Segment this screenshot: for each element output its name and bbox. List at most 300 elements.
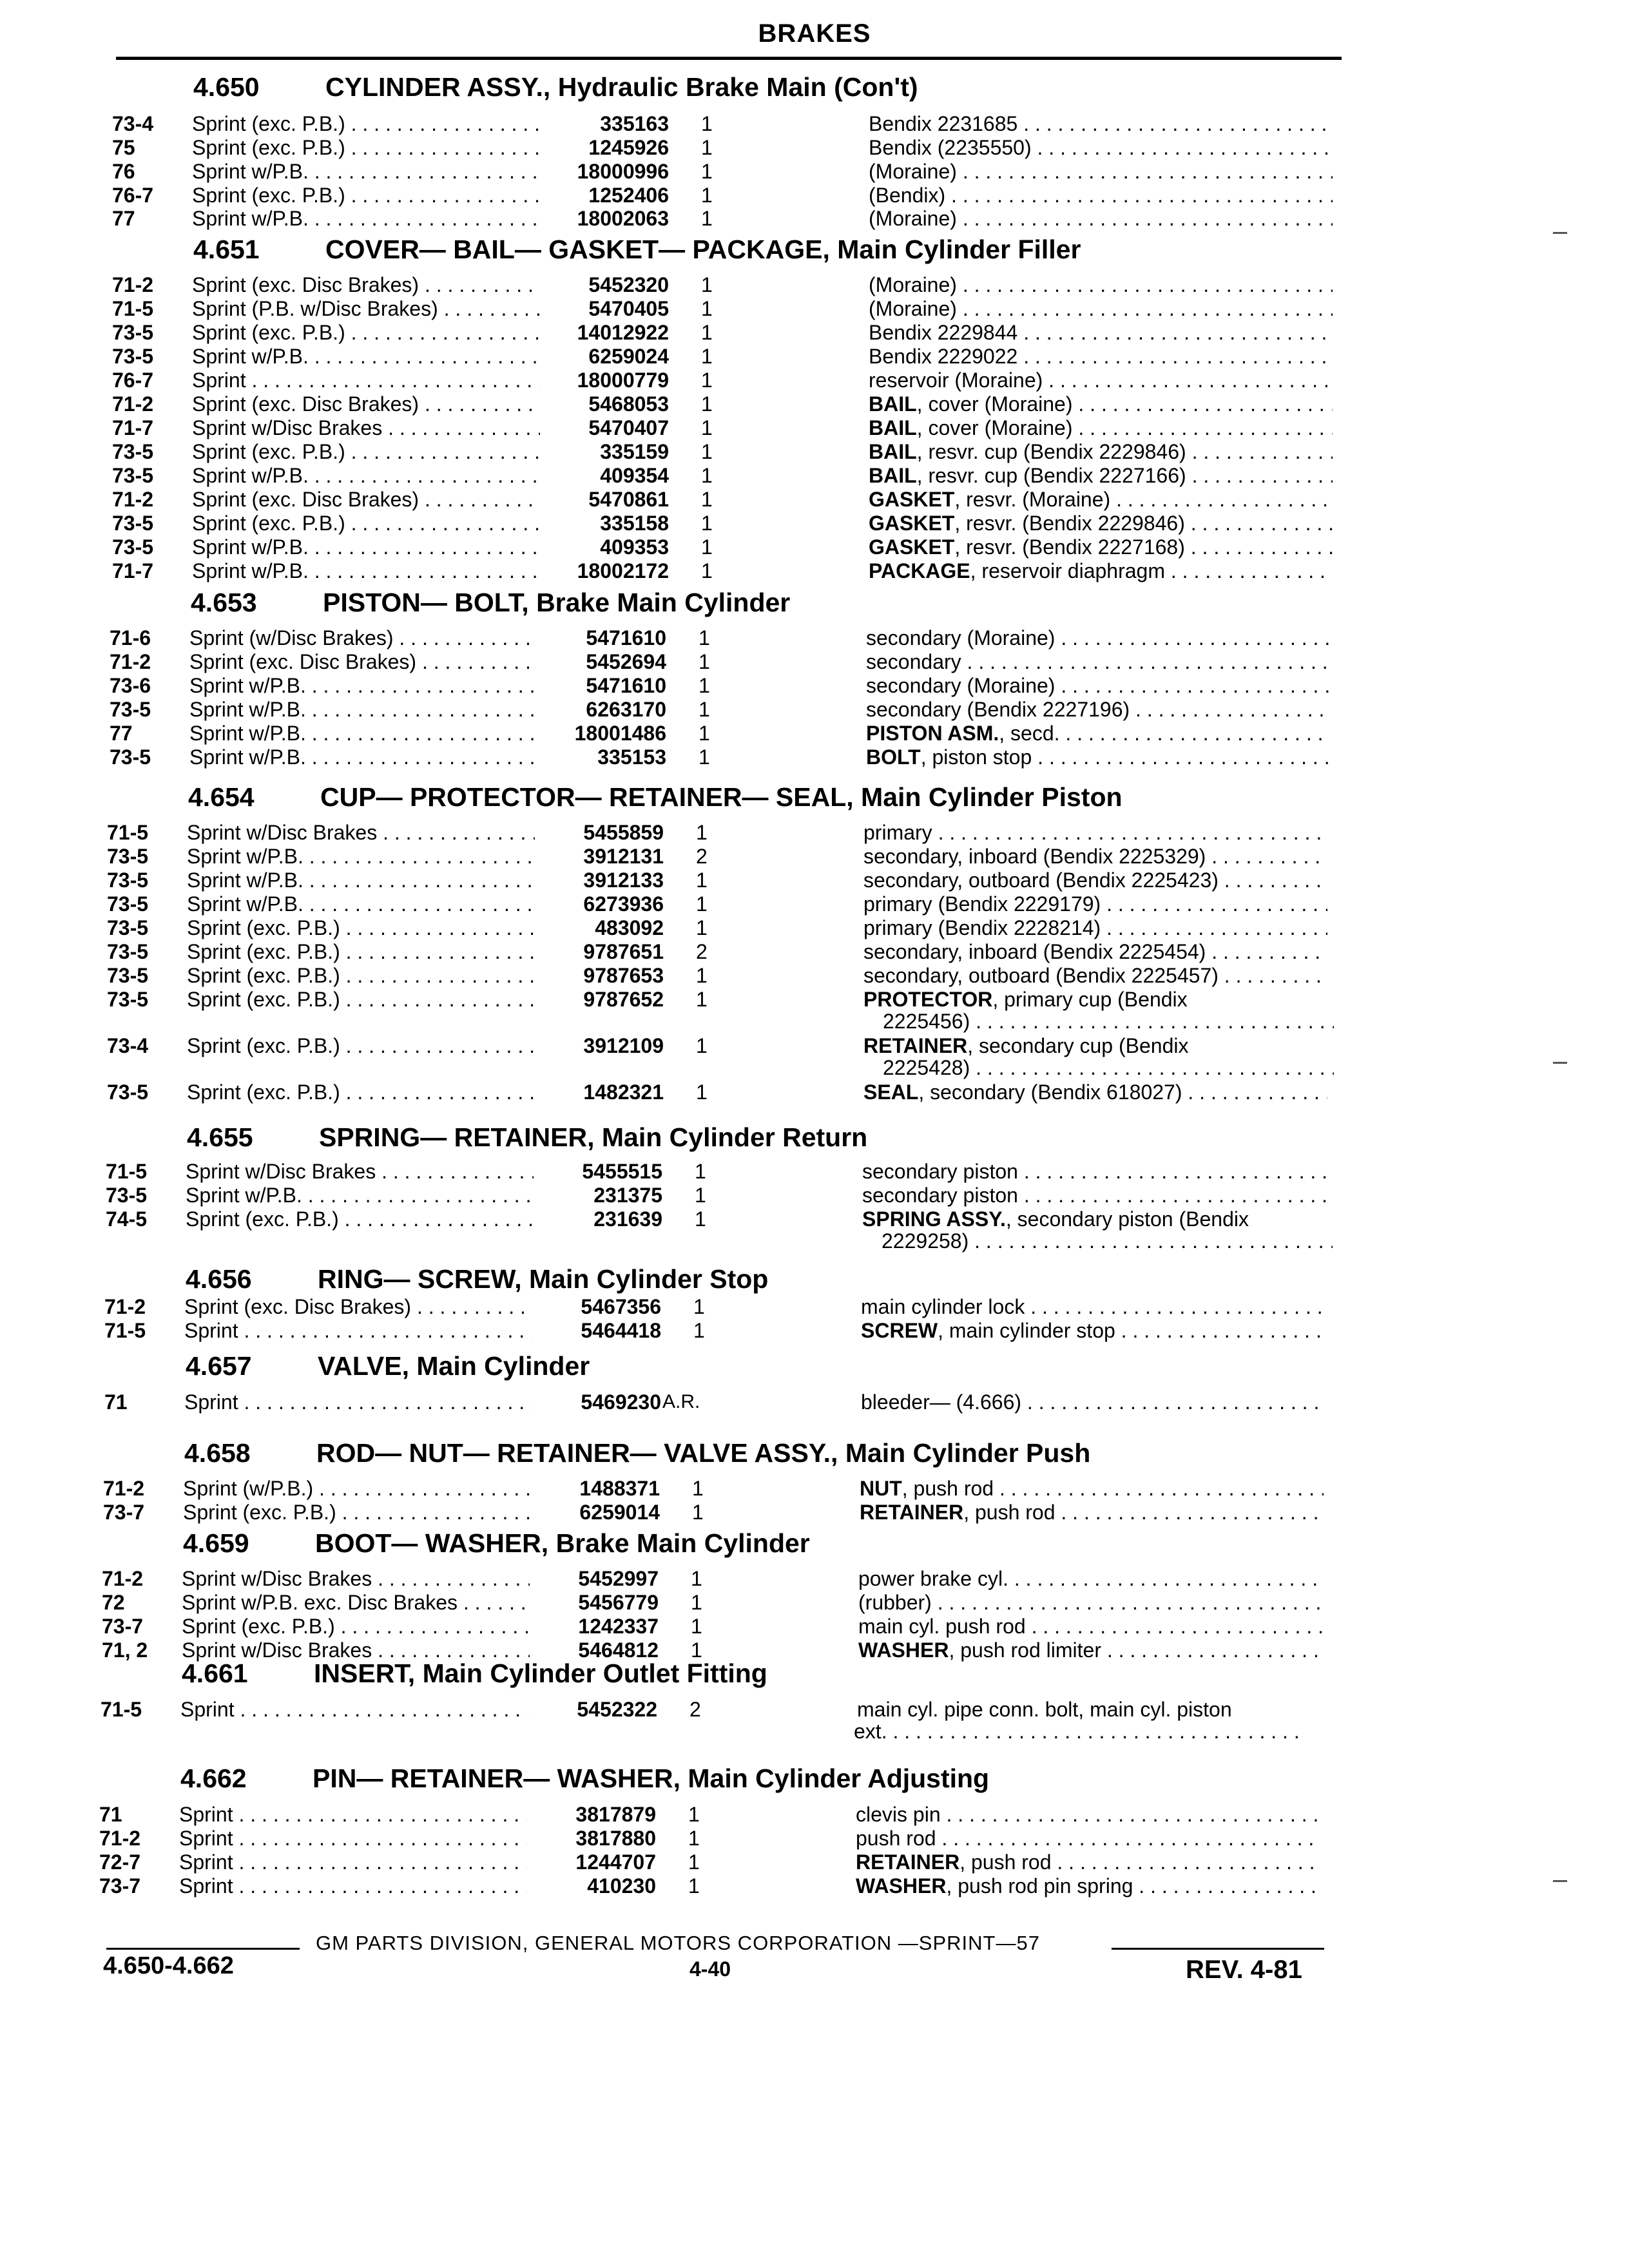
model-applicability: Sprint w/Disc Brakes . . .: [192, 416, 540, 439]
quantity: 1: [692, 1477, 704, 1500]
description-text: , push rod limiter: [949, 1639, 1101, 1662]
description-text: , push rod: [963, 1501, 1055, 1524]
part-number: 1252406: [588, 184, 669, 207]
margin-mark: [1553, 1880, 1567, 1882]
quantity: 1: [696, 821, 708, 844]
description-keyword: NUT: [860, 1477, 902, 1500]
part-description: power brake cyl. . . .: [858, 1567, 1322, 1590]
part-description: push rod . . .: [856, 1827, 1320, 1850]
model-applicability: Sprint . . .: [179, 1874, 527, 1898]
part-number: 6263170: [586, 698, 666, 721]
part-number: 335159: [600, 440, 669, 463]
model-applicability: Sprint w/P.B. . . .: [189, 698, 537, 721]
description-text: , resvr. (Bendix 2227168): [954, 535, 1185, 559]
part-description: secondary (Bendix 2227196) . . .: [866, 698, 1330, 721]
description-keyword: RETAINER: [863, 1034, 968, 1057]
description-keyword: BAIL: [869, 440, 917, 463]
part-number: 5467356: [581, 1295, 661, 1318]
quantity: 1: [699, 698, 710, 721]
description-text: , secondary piston (Bendix: [1005, 1207, 1249, 1231]
part-description: (rubber) . . .: [858, 1591, 1322, 1614]
description-text: , secondary cup (Bendix: [967, 1034, 1189, 1057]
model-applicability: Sprint (exc. P.B.) . . .: [192, 184, 540, 207]
description-keyword: GASKET: [869, 535, 955, 559]
part-row: [0, 184, 1629, 208]
part-description: secondary, inboard (Bendix 2225454) . . .: [863, 940, 1327, 963]
quantity: 1: [688, 1874, 700, 1898]
quantity: 1: [701, 345, 713, 368]
illustration-ref: 73-5: [112, 535, 154, 559]
quantity: 1: [701, 559, 713, 582]
part-row: [0, 464, 1629, 488]
part-description: (Moraine) . . .: [869, 273, 1333, 296]
margin-mark: [1553, 1062, 1567, 1064]
part-row: [0, 1501, 1629, 1525]
section-title: COVER— BAIL— GASKET— PACKAGE, Main Cylinder Filler: [325, 235, 1081, 264]
part-row: [0, 1591, 1629, 1615]
illustration-ref: 71-2: [103, 1477, 145, 1500]
section-title: SPRING— RETAINER, Main Cylinder Return: [319, 1122, 868, 1152]
quantity: 1: [696, 869, 708, 892]
description-keyword: BOLT: [866, 745, 921, 769]
illustration-ref: 73-5: [107, 869, 149, 892]
part-description: [869, 392, 1333, 416]
description-text: , main cylinder stop: [938, 1319, 1115, 1342]
part-number: 409354: [600, 464, 669, 487]
quantity: 1: [693, 1319, 705, 1342]
quantity: 1: [696, 1034, 708, 1057]
quantity: 1: [701, 464, 713, 487]
model-applicability: Sprint (exc. P.B.) . . .: [192, 136, 540, 159]
part-description: secondary (Moraine) . . .: [866, 626, 1330, 649]
quantity: 1: [701, 321, 713, 344]
part-number: 335158: [600, 512, 669, 535]
part-number: 9787653: [583, 964, 664, 987]
part-number: 3912109: [583, 1034, 664, 1057]
illustration-ref: 73-5: [107, 845, 149, 868]
illustration-ref: 71, 2: [102, 1639, 148, 1662]
model-applicability: Sprint (exc. Disc Brakes) . . .: [192, 488, 540, 511]
quantity: 1: [692, 1501, 704, 1524]
description-text: , resvr. (Moraine): [954, 488, 1111, 511]
part-row: [0, 1319, 1629, 1343]
model-applicability: Sprint (exc. Disc Brakes) . . .: [192, 392, 540, 416]
quantity: 1: [701, 512, 713, 535]
part-description: primary (Bendix 2228214) . . .: [863, 916, 1327, 939]
quantity: 1: [701, 488, 713, 511]
part-description: [869, 464, 1333, 487]
illustration-ref: 73-7: [103, 1501, 145, 1524]
quantity: 1: [691, 1615, 702, 1638]
quantity: 1: [695, 1160, 706, 1183]
part-number: 18000779: [577, 369, 669, 392]
model-applicability: Sprint . . .: [179, 1850, 527, 1874]
page-title: BRAKES: [758, 19, 871, 48]
part-row: [0, 1390, 1629, 1415]
model-applicability: Sprint (exc. P.B.) . . .: [187, 1034, 535, 1057]
quantity: 2: [696, 845, 708, 868]
part-number: 1242337: [578, 1615, 659, 1638]
part-description-continued: ext. . . .: [854, 1720, 1305, 1743]
section-number: 4.650: [193, 72, 260, 102]
quantity: 1: [701, 207, 713, 230]
model-applicability: Sprint (w/P.B.) . . .: [183, 1477, 531, 1500]
illustration-ref: 73-7: [99, 1874, 141, 1898]
part-row: [0, 416, 1629, 441]
quantity: 1: [699, 650, 710, 673]
part-row: [0, 160, 1629, 184]
part-row: [0, 722, 1629, 746]
illustration-ref: 73-5: [106, 1184, 148, 1207]
description-keyword: RETAINER: [860, 1501, 964, 1524]
model-applicability: Sprint (exc. P.B.) . . .: [183, 1501, 531, 1524]
quantity: 1: [701, 136, 713, 159]
part-description: bleeder— (4.666) . . .: [861, 1390, 1325, 1414]
model-applicability: Sprint w/P.B. . . .: [189, 722, 537, 745]
section-number: 4.654: [188, 782, 255, 812]
part-description: (Bendix) . . .: [869, 184, 1333, 207]
description-text: , push rod: [959, 1850, 1052, 1874]
model-applicability: Sprint (exc. P.B.) . . .: [192, 321, 540, 344]
part-number: 5464812: [578, 1639, 659, 1662]
model-applicability: Sprint w/P.B. . . .: [192, 160, 540, 183]
part-description: reservoir (Moraine) . . .: [869, 369, 1333, 392]
quantity: 1: [701, 184, 713, 207]
quantity: 1: [691, 1639, 702, 1662]
illustration-ref: 73-5: [107, 988, 149, 1011]
illustration-ref: 73-5: [112, 512, 154, 535]
part-row: [0, 745, 1629, 770]
part-number: 483092: [595, 916, 664, 939]
description-keyword: BAIL: [869, 464, 917, 487]
part-number: 5471610: [586, 626, 666, 649]
part-description: primary (Bendix 2229179) . . .: [863, 892, 1327, 916]
model-applicability: Sprint . . .: [180, 1698, 528, 1721]
illustration-ref: 73-5: [107, 964, 149, 987]
quantity: 1: [701, 416, 713, 439]
description-keyword: GASKET: [869, 488, 955, 511]
model-applicability: Sprint w/Disc Brakes . . .: [182, 1567, 530, 1590]
part-description: [863, 1034, 1327, 1057]
part-row: [0, 369, 1629, 393]
illustration-ref: 71-2: [102, 1567, 144, 1590]
part-number: 18002172: [577, 559, 669, 582]
description-keyword: PROTECTOR: [863, 988, 993, 1011]
illustration-ref: 71-5: [106, 1160, 148, 1183]
section-title: CUP— PROTECTOR— RETAINER— SEAL, Main Cylinder Piston: [320, 782, 1123, 812]
model-applicability: Sprint w/P.B. . . .: [187, 845, 535, 868]
part-row: [0, 207, 1629, 231]
part-row: [0, 1207, 1629, 1253]
section-number: 4.653: [191, 588, 257, 617]
illustration-ref: 73-4: [107, 1034, 149, 1057]
illustration-ref: 71: [99, 1803, 122, 1826]
illustration-ref: 73-6: [110, 674, 151, 697]
part-number: 5452694: [586, 650, 666, 673]
quantity: 1: [701, 297, 713, 320]
part-row: [0, 845, 1629, 869]
part-row: [0, 1874, 1629, 1899]
illustration-ref: 77: [112, 207, 135, 230]
part-number: 231375: [593, 1184, 662, 1207]
model-applicability: Sprint (exc. P.B.) . . .: [187, 916, 535, 939]
footer-rule-right: [1112, 1948, 1324, 1950]
part-number: 18002063: [577, 207, 669, 230]
part-description: Bendix 2229844 . . .: [869, 321, 1333, 344]
part-number: 3817879: [575, 1803, 656, 1826]
illustration-ref: 71-5: [112, 297, 154, 320]
part-description: main cylinder lock . . .: [861, 1295, 1325, 1318]
illustration-ref: 71-7: [112, 416, 154, 439]
illustration-ref: 73-5: [112, 321, 154, 344]
part-row: [0, 512, 1629, 536]
section-number: 4.657: [186, 1351, 252, 1381]
section-number: 4.662: [180, 1763, 247, 1793]
part-row: [0, 535, 1629, 560]
part-number: 335163: [600, 112, 669, 135]
quantity: 1: [699, 626, 710, 649]
description-text: , primary cup (Bendix: [992, 988, 1188, 1011]
illustration-ref: 71-2: [112, 488, 154, 511]
part-row: [0, 1803, 1629, 1827]
model-applicability: Sprint (exc. P.B.) . . .: [187, 940, 535, 963]
part-row: [0, 488, 1629, 512]
quantity: 1: [701, 535, 713, 559]
quantity: 1: [693, 1295, 705, 1318]
quantity: 1: [688, 1803, 700, 1826]
model-applicability: Sprint (w/Disc Brakes) . . .: [189, 626, 537, 649]
model-applicability: Sprint (exc. P.B.) . . .: [186, 1207, 534, 1231]
part-number: 5464418: [581, 1319, 661, 1342]
description-keyword: SCREW: [861, 1319, 938, 1342]
quantity: 1: [701, 369, 713, 392]
part-description: secondary (Moraine) . . .: [866, 674, 1330, 697]
part-description: secondary . . .: [866, 650, 1330, 673]
part-number: 5452320: [588, 273, 669, 296]
part-row: [0, 321, 1629, 345]
model-applicability: Sprint (exc. Disc Brakes) . . .: [192, 273, 540, 296]
part-row: [0, 1615, 1629, 1639]
model-applicability: Sprint w/P.B. . . .: [192, 207, 540, 230]
quantity: A.R.: [662, 1391, 700, 1412]
part-number: 5470861: [588, 488, 669, 511]
quantity: 1: [696, 916, 708, 939]
illustration-ref: 73-5: [112, 464, 154, 487]
quantity: 1: [688, 1850, 700, 1874]
quantity: 1: [691, 1591, 702, 1614]
quantity: 1: [696, 988, 708, 1011]
description-keyword: SPRING ASSY.: [862, 1207, 1006, 1231]
part-number: 5456779: [578, 1591, 659, 1614]
part-number: 231639: [593, 1207, 662, 1231]
model-applicability: Sprint . . .: [179, 1803, 527, 1826]
section-title: BOOT— WASHER, Brake Main Cylinder: [315, 1528, 810, 1558]
part-description: [858, 1639, 1322, 1662]
model-applicability: Sprint . . .: [184, 1390, 532, 1414]
part-description: [869, 488, 1333, 511]
part-number: 1482321: [583, 1081, 664, 1104]
quantity: 1: [701, 440, 713, 463]
illustration-ref: 71: [104, 1390, 128, 1414]
illustration-ref: 74-5: [106, 1207, 148, 1231]
illustration-ref: 73-5: [107, 940, 149, 963]
model-applicability: Sprint w/P.B. . . .: [189, 674, 537, 697]
illustration-ref: 73-5: [112, 440, 154, 463]
model-applicability: Sprint (exc. P.B.) . . .: [187, 1081, 535, 1104]
part-description: [863, 988, 1327, 1011]
footer-section-range: 4.650-4.662: [103, 1952, 234, 1979]
quantity: 1: [695, 1207, 706, 1231]
illustration-ref: 71-2: [112, 273, 154, 296]
part-number: 409353: [600, 535, 669, 559]
part-description: [862, 1207, 1326, 1231]
part-number: 9787652: [583, 988, 664, 1011]
model-applicability: Sprint . . .: [192, 369, 540, 392]
part-number: 18001486: [574, 722, 666, 745]
part-description: [869, 440, 1333, 463]
quantity: 1: [696, 964, 708, 987]
section-number: 4.651: [193, 235, 260, 264]
part-number: 5452322: [577, 1698, 657, 1721]
part-number: 5455859: [583, 821, 664, 844]
description-text: , push rod: [901, 1477, 994, 1500]
model-applicability: Sprint w/Disc Brakes . . .: [186, 1160, 534, 1183]
part-number: 5468053: [588, 392, 669, 416]
quantity: 1: [701, 273, 713, 296]
part-row: [0, 650, 1629, 675]
illustration-ref: 73-5: [107, 1081, 149, 1104]
part-row: [0, 964, 1629, 988]
illustration-ref: 72: [102, 1591, 125, 1614]
part-number: 335153: [597, 745, 666, 769]
illustration-ref: 71-6: [110, 626, 151, 649]
model-applicability: Sprint (exc. P.B.) . . .: [182, 1615, 530, 1638]
part-number: 5470405: [588, 297, 669, 320]
illustration-ref: 71-5: [104, 1319, 146, 1342]
quantity: 1: [696, 1081, 708, 1104]
section-number: 4.658: [184, 1438, 251, 1468]
part-row: [0, 1827, 1629, 1851]
model-applicability: Sprint (exc. P.B.) . . .: [187, 988, 535, 1011]
part-description: [869, 512, 1333, 535]
quantity: 1: [691, 1567, 702, 1590]
part-number: 3912133: [583, 869, 664, 892]
part-number: 1488371: [579, 1477, 660, 1500]
part-description: Bendix (2235550) . . .: [869, 136, 1333, 159]
illustration-ref: 71-5: [107, 821, 149, 844]
part-row: [0, 1567, 1629, 1591]
section-number: 4.656: [186, 1264, 252, 1294]
illustration-ref: 76: [112, 160, 135, 183]
model-applicability: Sprint (exc. P.B.) . . .: [192, 112, 540, 135]
model-applicability: Sprint w/P.B. exc. Disc Brakes . . .: [182, 1591, 530, 1614]
quantity: 1: [696, 892, 708, 916]
illustration-ref: 71-2: [99, 1827, 141, 1850]
model-applicability: Sprint w/P.B. . . .: [189, 745, 537, 769]
part-description: [856, 1850, 1320, 1874]
part-row: [0, 1698, 1629, 1743]
description-text: , piston stop: [920, 745, 1032, 769]
part-number: 3817880: [575, 1827, 656, 1850]
model-applicability: Sprint w/Disc Brakes . . .: [182, 1639, 530, 1662]
part-description: [856, 1874, 1320, 1898]
description-text: , cover (Moraine): [916, 392, 1073, 416]
part-row: [0, 136, 1629, 160]
part-description: [866, 745, 1330, 769]
model-applicability: Sprint w/P.B. . . .: [187, 892, 535, 916]
model-applicability: Sprint (exc. P.B.) . . .: [192, 440, 540, 463]
part-row: [0, 916, 1629, 941]
quantity: 2: [696, 940, 708, 963]
part-description: secondary, outboard (Bendix 2225457) . . .: [863, 964, 1327, 987]
part-description: [860, 1477, 1324, 1500]
illustration-ref: 75: [112, 136, 135, 159]
part-number: 6273936: [583, 892, 664, 916]
model-applicability: Sprint (exc. P.B.) . . .: [192, 512, 540, 535]
part-row: [0, 1295, 1629, 1320]
description-keyword: PACKAGE: [869, 559, 970, 582]
part-description: [860, 1501, 1324, 1524]
part-row: [0, 869, 1629, 893]
description-keyword: BAIL: [869, 392, 917, 416]
model-applicability: Sprint w/P.B. . . .: [186, 1184, 534, 1207]
quantity: 1: [699, 674, 710, 697]
illustration-ref: 73-5: [112, 345, 154, 368]
description-text: , secd.: [999, 722, 1060, 745]
model-applicability: Sprint (exc. P.B.) . . .: [187, 964, 535, 987]
part-row: [0, 112, 1629, 137]
description-keyword: PISTON ASM.: [866, 722, 999, 745]
illustration-ref: 77: [110, 722, 133, 745]
part-row: [0, 345, 1629, 369]
part-description: (Moraine) . . .: [869, 207, 1333, 230]
part-description: [861, 1319, 1325, 1342]
model-applicability: Sprint w/P.B. . . .: [192, 464, 540, 487]
model-applicability: Sprint (exc. Disc Brakes) . . .: [189, 650, 537, 673]
quantity: 1: [699, 722, 710, 745]
model-applicability: Sprint w/P.B. . . .: [192, 345, 540, 368]
part-number: 5452997: [578, 1567, 659, 1590]
description-keyword: WASHER: [856, 1874, 947, 1898]
part-row: [0, 1184, 1629, 1208]
model-applicability: Sprint w/P.B. . . .: [192, 535, 540, 559]
part-description-continued: 2229258) . . .: [882, 1229, 1333, 1253]
illustration-ref: 71-5: [101, 1698, 142, 1721]
quantity: 1: [701, 112, 713, 135]
illustration-ref: 73-5: [107, 892, 149, 916]
part-description: main cyl. pipe conn. bolt, main cyl. piston: [857, 1698, 1232, 1721]
part-description: clevis pin . . .: [856, 1803, 1320, 1826]
description-text: , resvr. cup (Bendix 2229846): [916, 440, 1186, 463]
model-applicability: Sprint . . .: [179, 1827, 527, 1850]
part-number: 5469230: [581, 1390, 661, 1414]
part-row: [0, 626, 1629, 651]
part-row: [0, 440, 1629, 465]
header-rule: [116, 57, 1342, 60]
section-title: PIN— RETAINER— WASHER, Main Cylinder Adjusting: [313, 1763, 990, 1793]
model-applicability: Sprint (exc. Disc Brakes) . . .: [184, 1295, 532, 1318]
part-description: [863, 1081, 1327, 1104]
part-number: 5470407: [588, 416, 669, 439]
part-number: 1244707: [575, 1850, 656, 1874]
quantity: 2: [689, 1698, 701, 1721]
part-row: [0, 940, 1629, 965]
part-row: [0, 674, 1629, 698]
description-keyword: SEAL: [863, 1081, 919, 1104]
section-title: VALVE, Main Cylinder: [318, 1351, 590, 1381]
illustration-ref: 73-5: [110, 698, 151, 721]
footer-page-number: 4-40: [689, 1957, 731, 1981]
